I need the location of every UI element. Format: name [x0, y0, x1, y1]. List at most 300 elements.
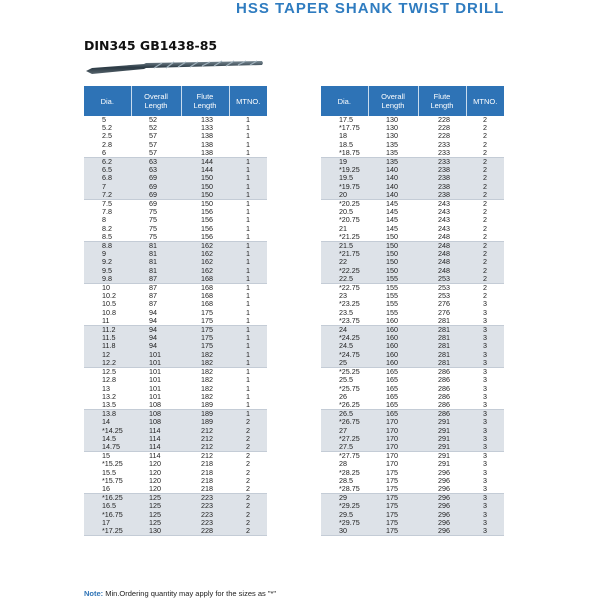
cell-mtno: 3	[466, 443, 504, 452]
cell-dia: *29.75	[321, 519, 368, 527]
cell-dia: 16	[84, 485, 131, 494]
table-row	[321, 385, 504, 393]
cell-mtno: 1	[229, 334, 267, 342]
standard-label: DIN345 GB1438-85	[84, 38, 218, 53]
cell-dia: 24.5	[321, 342, 368, 350]
cell-dia: 6.2	[84, 158, 131, 167]
cell-mtno: 1	[229, 393, 267, 401]
table-row	[84, 317, 267, 326]
col-header-flute-text: Flute Length	[430, 92, 454, 110]
cell-mtno: 3	[466, 359, 504, 368]
cell-flute-length: 162	[181, 258, 229, 266]
cell-mtno: 1	[229, 292, 267, 300]
cell-flute-length: 218	[181, 477, 229, 485]
cell-overall-length: 165	[368, 385, 418, 393]
cell-mtno: 2	[466, 141, 504, 149]
cell-overall-length: 175	[368, 511, 418, 519]
cell-overall-length: 135	[368, 158, 418, 167]
cell-dia: 25.5	[321, 376, 368, 384]
cell-flute-length: 291	[418, 435, 466, 443]
cell-dia: 10.5	[84, 300, 131, 308]
cell-mtno: 2	[466, 124, 504, 132]
table-row	[321, 519, 504, 527]
cell-flute-length: 243	[418, 225, 466, 233]
cell-mtno: 2	[229, 469, 267, 477]
table-row	[84, 511, 267, 519]
cell-mtno: 3	[466, 376, 504, 384]
cell-overall-length: 75	[131, 208, 181, 216]
cell-dia: *21.25	[321, 233, 368, 242]
cell-overall-length: 114	[131, 443, 181, 452]
cell-dia: 10.8	[84, 309, 131, 317]
cell-overall-length: 125	[131, 502, 181, 510]
cell-flute-length: 218	[181, 469, 229, 477]
cell-flute-length: 238	[418, 166, 466, 174]
cell-mtno: 1	[229, 275, 267, 284]
cell-overall-length: 160	[368, 334, 418, 342]
cell-flute-length: 182	[181, 376, 229, 384]
table-row	[321, 309, 504, 317]
cell-mtno: 1	[229, 233, 267, 242]
cell-mtno: 1	[229, 258, 267, 266]
cell-flute-length: 223	[181, 494, 229, 503]
cell-mtno: 3	[466, 527, 504, 536]
cell-overall-length: 125	[131, 494, 181, 503]
table-row	[321, 242, 504, 251]
cell-flute-length: 162	[181, 250, 229, 258]
cell-dia: 7.2	[84, 191, 131, 200]
cell-mtno: 2	[466, 250, 504, 258]
cell-dia: 13.2	[84, 393, 131, 401]
cell-flute-length: 291	[418, 418, 466, 426]
table-row	[84, 216, 267, 224]
cell-mtno: 3	[466, 385, 504, 393]
cell-flute-length: 212	[181, 427, 229, 435]
table-row	[84, 132, 267, 140]
table-row	[321, 149, 504, 158]
cell-overall-length: 57	[131, 149, 181, 158]
cell-overall-length: 165	[368, 401, 418, 410]
col-header-dia: Dia.	[321, 86, 368, 116]
cell-dia: *25.25	[321, 368, 368, 377]
col-header-overall-text: Overall Length	[144, 92, 168, 110]
cell-flute-length: 156	[181, 216, 229, 224]
cell-overall-length: 175	[368, 519, 418, 527]
cell-dia: 11.2	[84, 326, 131, 335]
cell-mtno: 3	[466, 519, 504, 527]
table-row	[321, 284, 504, 293]
cell-overall-length: 94	[131, 309, 181, 317]
cell-mtno: 1	[229, 317, 267, 326]
table-row	[84, 452, 267, 461]
col-header-overall-length	[368, 86, 418, 116]
table-row	[84, 250, 267, 258]
table-row	[321, 116, 504, 124]
cell-dia: *16.25	[84, 494, 131, 503]
cell-overall-length: 87	[131, 292, 181, 300]
cell-dia: 13	[84, 385, 131, 393]
cell-overall-length: 87	[131, 275, 181, 284]
table-row	[84, 494, 267, 503]
cell-mtno: 2	[229, 460, 267, 468]
table-row	[84, 469, 267, 477]
cell-flute-length: 162	[181, 242, 229, 251]
cell-mtno: 3	[466, 351, 504, 359]
cell-dia: *23.75	[321, 317, 368, 326]
table-row	[321, 208, 504, 216]
cell-mtno: 2	[466, 191, 504, 200]
cell-flute-length: 243	[418, 216, 466, 224]
cell-mtno: 3	[466, 300, 504, 308]
cell-mtno: 2	[229, 452, 267, 461]
cell-overall-length: 160	[368, 326, 418, 335]
table-row	[321, 275, 504, 284]
cell-mtno: 3	[466, 511, 504, 519]
cell-overall-length: 140	[368, 183, 418, 191]
cell-overall-length: 160	[368, 359, 418, 368]
table-row	[321, 393, 504, 401]
cell-overall-length: 135	[368, 149, 418, 158]
cell-dia: *24.25	[321, 334, 368, 342]
cell-mtno: 3	[466, 309, 504, 317]
cell-overall-length: 81	[131, 267, 181, 275]
cell-mtno: 3	[466, 418, 504, 426]
cell-overall-length: 52	[131, 116, 181, 124]
cell-flute-length: 248	[418, 233, 466, 242]
cell-overall-length: 140	[368, 191, 418, 200]
cell-dia: 22.5	[321, 275, 368, 284]
cell-mtno: 3	[466, 452, 504, 461]
table-row	[321, 124, 504, 132]
drill-table-right	[321, 86, 504, 536]
table-row	[84, 242, 267, 251]
cell-mtno: 1	[229, 242, 267, 251]
table-header-row	[84, 86, 267, 116]
table-row	[321, 443, 504, 452]
table-row	[84, 359, 267, 368]
cell-dia: 8.5	[84, 233, 131, 242]
table-row	[84, 258, 267, 266]
page-title: HSS TAPER SHANK TWIST DRILL	[236, 0, 505, 17]
cell-flute-length: 168	[181, 292, 229, 300]
cell-dia: 12.2	[84, 359, 131, 368]
table-row	[321, 435, 504, 443]
cell-mtno: 3	[466, 393, 504, 401]
cell-overall-length: 165	[368, 376, 418, 384]
cell-overall-length: 75	[131, 216, 181, 224]
cell-dia: 5	[84, 116, 131, 124]
cell-overall-length: 170	[368, 452, 418, 461]
table-row	[321, 410, 504, 419]
cell-flute-length: 286	[418, 393, 466, 401]
cell-mtno: 3	[466, 494, 504, 503]
cell-flute-length: 233	[418, 158, 466, 167]
cell-flute-length: 286	[418, 410, 466, 419]
cell-mtno: 1	[229, 149, 267, 158]
cell-overall-length: 155	[368, 284, 418, 293]
col-header-flute-text: Flute Length	[193, 92, 217, 110]
cell-flute-length: 182	[181, 385, 229, 393]
table-row	[321, 132, 504, 140]
cell-dia: *28.75	[321, 485, 368, 494]
table-row	[84, 351, 267, 359]
cell-mtno: 1	[229, 174, 267, 182]
cell-dia: 26.5	[321, 410, 368, 419]
cell-flute-length: 156	[181, 208, 229, 216]
col-header-dia: Dia.	[84, 86, 131, 116]
cell-overall-length: 175	[368, 494, 418, 503]
cell-dia: *18.75	[321, 149, 368, 158]
cell-overall-length: 155	[368, 300, 418, 308]
cell-mtno: 2	[466, 132, 504, 140]
cell-overall-length: 101	[131, 351, 181, 359]
cell-flute-length: 228	[418, 124, 466, 132]
cell-flute-length: 291	[418, 460, 466, 468]
table-row	[321, 494, 504, 503]
table-row	[321, 452, 504, 461]
cell-mtno: 1	[229, 359, 267, 368]
cell-flute-length: 253	[418, 292, 466, 300]
cell-flute-length: 189	[181, 418, 229, 426]
cell-flute-length: 223	[181, 519, 229, 527]
cell-dia: 29.5	[321, 511, 368, 519]
table-row	[84, 300, 267, 308]
cell-flute-length: 168	[181, 284, 229, 293]
table-row	[321, 401, 504, 410]
table-row	[84, 460, 267, 468]
cell-mtno: 3	[466, 342, 504, 350]
note-text: Min.Ordering quantity may apply for the sizes as "*"	[105, 589, 277, 598]
cell-overall-length: 101	[131, 368, 181, 377]
cell-mtno: 3	[466, 460, 504, 468]
cell-mtno: 1	[229, 410, 267, 419]
cell-dia: *24.75	[321, 351, 368, 359]
cell-overall-length: 87	[131, 284, 181, 293]
cell-dia: *26.25	[321, 401, 368, 410]
cell-flute-length: 175	[181, 309, 229, 317]
table-row	[84, 275, 267, 284]
cell-flute-length: 218	[181, 485, 229, 494]
cell-flute-length: 286	[418, 401, 466, 410]
table-row	[321, 527, 504, 536]
cell-overall-length: 145	[368, 216, 418, 224]
table-row	[321, 376, 504, 384]
table-row	[321, 200, 504, 209]
cell-flute-length: 162	[181, 267, 229, 275]
cell-overall-length: 140	[368, 166, 418, 174]
cell-overall-length: 57	[131, 132, 181, 140]
cell-overall-length: 81	[131, 258, 181, 266]
cell-mtno: 1	[229, 183, 267, 191]
table-row	[84, 158, 267, 167]
cell-dia: 20	[321, 191, 368, 200]
cell-dia: 20.5	[321, 208, 368, 216]
cell-mtno: 1	[229, 225, 267, 233]
cell-mtno: 3	[466, 469, 504, 477]
table-row	[84, 519, 267, 527]
cell-flute-length: 296	[418, 485, 466, 494]
cell-flute-length: 286	[418, 385, 466, 393]
cell-overall-length: 155	[368, 292, 418, 300]
table-row	[321, 233, 504, 242]
cell-mtno: 1	[229, 124, 267, 132]
cell-dia: *17.25	[84, 527, 131, 536]
cell-mtno: 2	[466, 158, 504, 167]
table-row	[84, 435, 267, 443]
cell-overall-length: 114	[131, 435, 181, 443]
cell-dia: 6	[84, 149, 131, 158]
cell-dia: 30	[321, 527, 368, 536]
table-row	[84, 477, 267, 485]
cell-mtno: 3	[466, 401, 504, 410]
cell-mtno: 3	[466, 334, 504, 342]
cell-mtno: 1	[229, 200, 267, 209]
cell-overall-length: 69	[131, 200, 181, 209]
cell-mtno: 3	[466, 326, 504, 335]
cell-dia: *19.25	[321, 166, 368, 174]
table-row	[321, 317, 504, 326]
cell-mtno: 2	[229, 427, 267, 435]
table-row	[321, 183, 504, 191]
cell-mtno: 3	[466, 502, 504, 510]
cell-flute-length: 238	[418, 191, 466, 200]
cell-overall-length: 165	[368, 410, 418, 419]
cell-dia: 10	[84, 284, 131, 293]
cell-dia: 10.2	[84, 292, 131, 300]
cell-dia: 9.5	[84, 267, 131, 275]
cell-overall-length: 120	[131, 460, 181, 468]
drill-image	[84, 55, 264, 79]
table-row	[321, 258, 504, 266]
cell-dia: 18.5	[321, 141, 368, 149]
cell-overall-length: 130	[368, 124, 418, 132]
cell-overall-length: 150	[368, 258, 418, 266]
cell-dia: 25	[321, 359, 368, 368]
table-row	[84, 292, 267, 300]
cell-mtno: 2	[229, 502, 267, 510]
table-row	[321, 174, 504, 182]
cell-flute-length: 228	[181, 527, 229, 536]
cell-dia: 18	[321, 132, 368, 140]
cell-flute-length: 286	[418, 368, 466, 377]
cell-mtno: 2	[466, 174, 504, 182]
cell-mtno: 2	[466, 208, 504, 216]
cell-overall-length: 145	[368, 225, 418, 233]
cell-flute-length: 281	[418, 317, 466, 326]
cell-dia: 2.8	[84, 141, 131, 149]
table-row	[321, 158, 504, 167]
cell-flute-length: 281	[418, 334, 466, 342]
cell-overall-length: 81	[131, 242, 181, 251]
cell-overall-length: 175	[368, 477, 418, 485]
cell-dia: *17.75	[321, 124, 368, 132]
cell-dia: 15	[84, 452, 131, 461]
cell-overall-length: 81	[131, 250, 181, 258]
table-row	[321, 326, 504, 335]
cell-flute-length: 253	[418, 284, 466, 293]
cell-flute-length: 243	[418, 200, 466, 209]
table-row	[84, 149, 267, 158]
cell-flute-length: 276	[418, 309, 466, 317]
cell-overall-length: 114	[131, 427, 181, 435]
cell-flute-length: 238	[418, 174, 466, 182]
cell-dia: *21.75	[321, 250, 368, 258]
cell-flute-length: 281	[418, 351, 466, 359]
table-row	[84, 116, 267, 124]
table-row	[84, 267, 267, 275]
cell-flute-length: 212	[181, 452, 229, 461]
cell-flute-length: 182	[181, 351, 229, 359]
cell-dia: 14.75	[84, 443, 131, 452]
cell-overall-length: 170	[368, 435, 418, 443]
col-header-flute-length	[181, 86, 229, 116]
cell-overall-length: 69	[131, 174, 181, 182]
cell-dia: *27.25	[321, 435, 368, 443]
cell-flute-length: 281	[418, 326, 466, 335]
table-row	[321, 292, 504, 300]
cell-mtno: 1	[229, 216, 267, 224]
cell-overall-length: 155	[368, 309, 418, 317]
cell-dia: *22.75	[321, 284, 368, 293]
cell-flute-length: 248	[418, 242, 466, 251]
cell-overall-length: 160	[368, 342, 418, 350]
cell-overall-length: 69	[131, 183, 181, 191]
cell-overall-length: 170	[368, 418, 418, 426]
cell-overall-length: 175	[368, 527, 418, 536]
cell-flute-length: 281	[418, 359, 466, 368]
table-row	[321, 141, 504, 149]
table-row	[84, 200, 267, 209]
table-row	[321, 191, 504, 200]
table-row	[321, 250, 504, 258]
cell-dia: *15.75	[84, 477, 131, 485]
cell-dia: 21	[321, 225, 368, 233]
cell-mtno: 1	[229, 132, 267, 140]
cell-mtno: 2	[229, 485, 267, 494]
col-header-mtno: MTNO.	[466, 86, 504, 116]
table-row	[84, 183, 267, 191]
cell-mtno: 2	[466, 166, 504, 174]
cell-overall-length: 52	[131, 124, 181, 132]
cell-flute-length: 243	[418, 208, 466, 216]
table-row	[84, 427, 267, 435]
table-row	[84, 141, 267, 149]
cell-mtno: 1	[229, 368, 267, 377]
cell-dia: 28.5	[321, 477, 368, 485]
cell-dia: 24	[321, 326, 368, 335]
cell-dia: 13.5	[84, 401, 131, 410]
table-row	[321, 334, 504, 342]
cell-overall-length: 125	[131, 511, 181, 519]
cell-mtno: 1	[229, 326, 267, 335]
cell-flute-length: 223	[181, 502, 229, 510]
table-row	[321, 216, 504, 224]
cell-flute-length: 286	[418, 376, 466, 384]
cell-mtno: 1	[229, 342, 267, 350]
cell-dia: 27.5	[321, 443, 368, 452]
cell-overall-length: 160	[368, 351, 418, 359]
cell-mtno: 1	[229, 250, 267, 258]
cell-flute-length: 156	[181, 233, 229, 242]
cell-dia: 12.8	[84, 376, 131, 384]
cell-dia: 12.5	[84, 368, 131, 377]
table-row	[321, 351, 504, 359]
cell-dia: 26	[321, 393, 368, 401]
cell-dia: 8.2	[84, 225, 131, 233]
cell-mtno: 1	[229, 166, 267, 174]
cell-dia: 13.8	[84, 410, 131, 419]
table-row	[321, 267, 504, 275]
